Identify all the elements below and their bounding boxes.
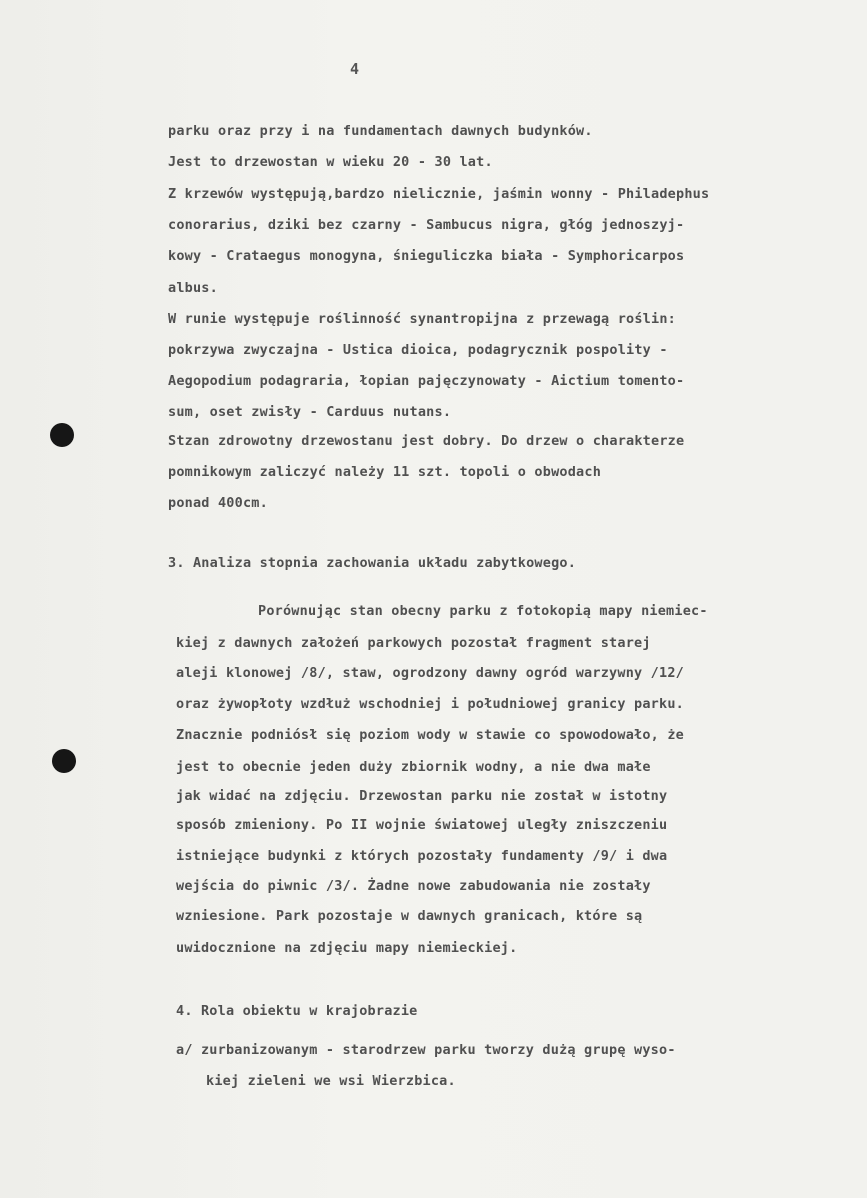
text-line: sum, oset zwisły - Carduus nutans.: [168, 404, 452, 420]
text-line: parku oraz przy i na fundamentach dawnych budynków.: [168, 123, 593, 139]
section-heading: 4. Rola obiektu w krajobrazie: [176, 1003, 418, 1019]
text-line: uwidocznione na zdjęciu mapy niemieckiej.: [176, 940, 518, 956]
text-line: aleji klonowej /8/, staw, ogrodzony dawny ogród warzywny /12/: [176, 665, 684, 681]
text-line: istniejące budynki z których pozostały fundamenty /9/ i dwa: [176, 848, 668, 864]
text-line: pomnikowym zaliczyć należy 11 szt. topoli o obwodach: [168, 464, 602, 480]
text-line: Stzan zdrowotny drzewostanu jest dobry. Do drzew o charakterze: [168, 433, 685, 449]
text-line: pokrzywa zwyczajna - Ustica dioica, podagrycznik pospolity -: [168, 342, 668, 358]
text-line: oraz żywopłoty wzdłuż wschodniej i południowej granicy parku.: [176, 696, 684, 712]
text-line: jest to obecnie jeden duży zbiornik wodny, a nie dwa małe: [176, 759, 651, 775]
text-line: ponad 400cm.: [168, 495, 268, 511]
text-line: jak widać na zdjęciu. Drzewostan parku nie został w istotny: [176, 788, 668, 804]
text-line: albus.: [168, 280, 218, 296]
text-line: Porównując stan obecny parku z fotokopią mapy niemiec-: [258, 603, 708, 619]
text-line: sposób zmieniony. Po II wojnie światowej uległy zniszczeniu: [176, 817, 668, 833]
text-line: a/ zurbanizowanym - starodrzew parku tworzy dużą grupę wyso-: [176, 1042, 676, 1058]
text-line: Z krzewów występują,bardzo nielicznie, jaśmin wonny - Philadephus: [168, 186, 710, 202]
text-line: conorarius, dziki bez czarny - Sambucus nigra, głóg jednoszyj-: [168, 217, 685, 233]
text-line: wzniesione. Park pozostaje w dawnych granicach, które są: [176, 908, 643, 924]
page-number: 4: [350, 60, 360, 78]
text-line: wejścia do piwnic /3/. Żadne nowe zabudowania nie zostały: [176, 878, 651, 894]
text-line: Aegopodium podagraria, łopian pajęczynowaty - Aictium tomento-: [168, 373, 685, 389]
punch-hole: [50, 423, 74, 447]
text-line: Znacznie podniósł się poziom wody w stawie co spowodowało, że: [176, 727, 684, 743]
section-heading: 3. Analiza stopnia zachowania układu zabytkowego.: [168, 555, 577, 571]
punch-hole: [52, 749, 76, 773]
text-line: kowy - Crataegus monogyna, śnieguliczka biała - Symphoricarpos: [168, 248, 685, 264]
text-line: Jest to drzewostan w wieku 20 - 30 lat.: [168, 154, 493, 170]
text-line: kiej z dawnych założeń parkowych pozostał fragment starej: [176, 635, 651, 651]
text-line: kiej zieleni we wsi Wierzbica.: [206, 1073, 456, 1089]
text-line: W runie występuje roślinność synantropijna z przewagą roślin:: [168, 311, 676, 327]
